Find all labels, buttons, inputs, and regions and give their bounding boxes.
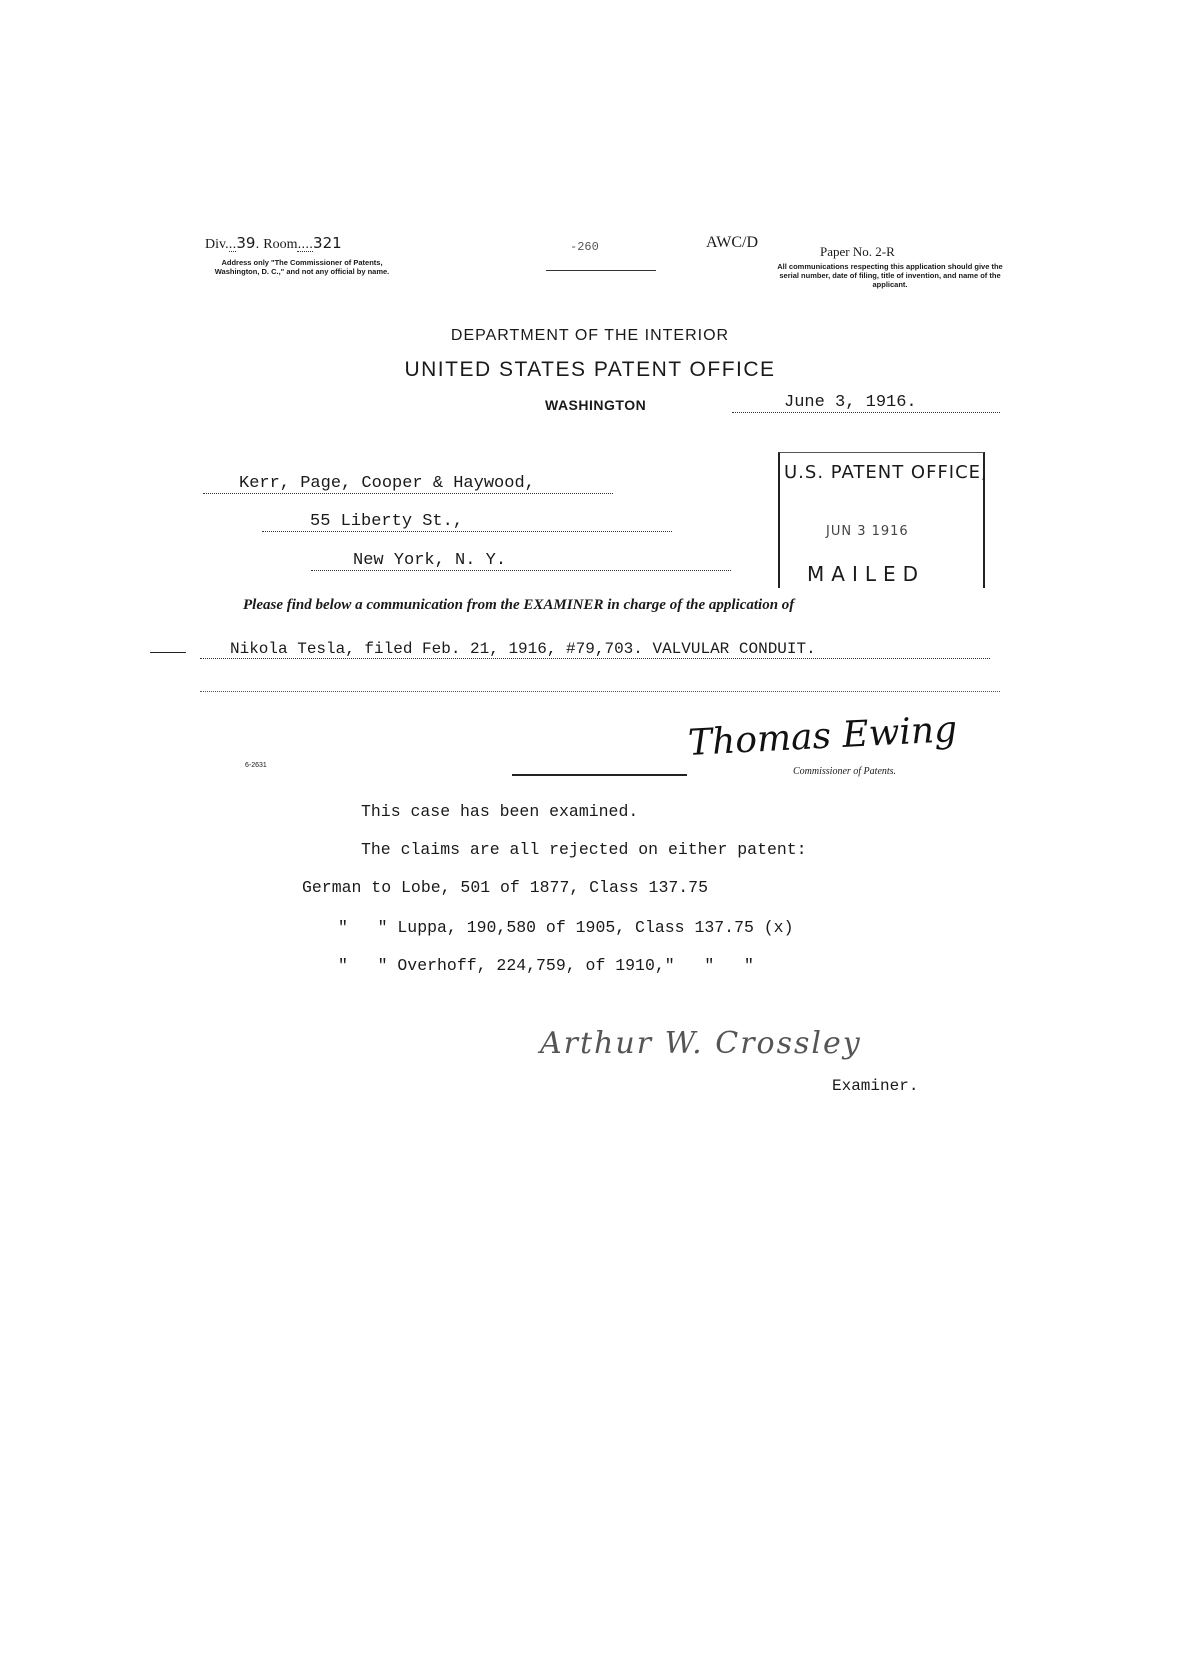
div-label: Div.	[205, 237, 229, 252]
signature-underline	[512, 774, 687, 776]
division-room-line: Div...39. Room....321	[205, 234, 342, 252]
stamp-date: JUN 3 1916	[826, 524, 909, 539]
department-heading: DEPARTMENT OF THE INTERIOR	[450, 327, 730, 344]
addressee-street: 55 Liberty St.,	[262, 512, 672, 532]
blank-dotted-line	[200, 691, 1000, 692]
rejection-statement: The claims are all rejected on either patent:	[361, 840, 807, 859]
stamp-office: U.S. PATENT OFFICE,	[784, 462, 988, 483]
reference-item: German to Lobe, 501 of 1877, Class 137.75	[302, 878, 708, 897]
form-number: 6-2631	[245, 762, 267, 769]
margin-dash	[150, 652, 186, 653]
letter-date: June 3, 1916.	[732, 393, 1000, 413]
addressee-city: New York, N. Y.	[311, 551, 731, 571]
serial-number-top: -260	[570, 240, 599, 254]
stamp-mailed: MAILED	[807, 562, 926, 586]
room-label: Room	[263, 237, 298, 252]
div-value: 39	[236, 234, 256, 252]
reference-item: " " Luppa, 190,580 of 1905, Class 137.75 (x)	[338, 918, 794, 937]
office-heading: UNITED STATES PATENT OFFICE	[404, 358, 776, 381]
address-instructions: Address only "The Commissioner of Patents, Washington, D. C.," and not any official by name.	[214, 258, 390, 276]
examination-statement: This case has been examined.	[361, 802, 639, 821]
examiner-title: Examiner.	[832, 1077, 919, 1095]
application-line: Nikola Tesla, filed Feb. 21, 1916, #79,703. VALVULAR CONDUIT.	[200, 640, 990, 659]
addressee-name: Kerr, Page, Cooper & Haywood,	[203, 474, 613, 494]
paper-number: Paper No. 2-R	[820, 244, 895, 259]
reference-item: " " Overhoff, 224,759, of 1910," " "	[338, 956, 754, 975]
commissioner-title: Commissioner of Patents.	[793, 766, 897, 777]
examiner-initials: AWC/D	[706, 234, 759, 251]
room-value: 321	[313, 234, 342, 252]
city-label: WASHINGTON	[545, 397, 647, 413]
communication-instructions: All communications respecting this application should give the serial number, date of filing, title of invention, and name of the applicant.	[777, 262, 1003, 289]
examiner-signature: Arthur W. Crossley	[540, 1026, 862, 1061]
commissioner-signature: Thomas Ewing	[687, 708, 959, 765]
examiner-notice: Please find below a communication from the EXAMINER in charge of the application of	[243, 597, 795, 613]
serial-underline	[546, 270, 656, 271]
